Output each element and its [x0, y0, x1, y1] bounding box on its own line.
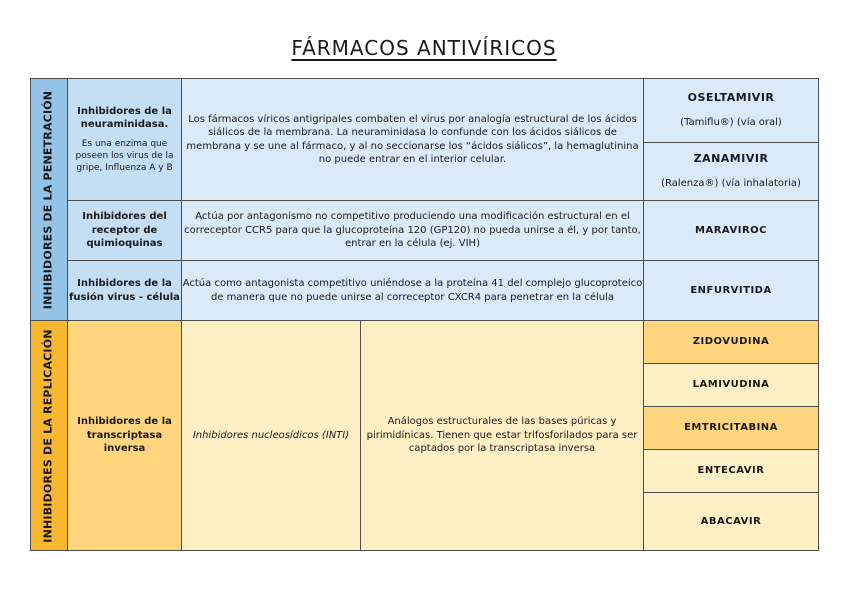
group-cell-transcriptasa: Inhibidores de la transcriptasa inversa [68, 321, 182, 551]
table-row [31, 201, 819, 261]
drug-brand: (Tamiflu®) (vía oral) [680, 117, 782, 129]
drug-cell-emtricitabina: EMTRICITABINA [644, 407, 819, 450]
drug-cell-enfurvitida: ENFURVITIDA [644, 261, 819, 321]
drug-cell-zidovudina: ZIDOVUDINA [644, 321, 819, 364]
section-label-replicacion [31, 321, 68, 551]
description-cell: Los fármacos víricos antigripales combaten el virus por analogía estructural de los ácidos siálicos de la membrana. La neuraminidasa lo confunde con los ácidos siálicos de membrana y se une al fármaco, y al no seccionarse los “ácidos siálicos”, la hemaglutinina no puede entrar en el interior celular. [182, 79, 644, 201]
group-cell-fusion: Inhibidores de la fusión virus - célula [68, 261, 182, 321]
subgroup-cell-inti: Inhibidores nucleosídicos (INTI) [182, 321, 361, 551]
section-label-text: INHIBIDORES DE LA REPLICACIÓN [41, 328, 55, 543]
table-row [31, 79, 819, 143]
group-note: Es una enzima que poseen los virus de la gripe, Influenza A y B [75, 138, 174, 174]
description-cell: Análogos estructurales de las bases púricas y pirimidínicas. Tienen que estar trifosforilados para ser captados por la transcriptasa inversa [361, 321, 644, 551]
section-label-penetracion [31, 79, 68, 321]
drug-cell-lamivudina: LAMIVUDINA [644, 364, 819, 407]
drug-cell-oseltamivir [644, 79, 819, 143]
description-cell: Actúa por antagonismo no competitivo produciendo una modificación estructural en el correceptor CCR5 para que la glucoproteína 120 (GP120) no pueda unirse a él, y por tanto, entrar en la célula (ej. VIH) [182, 201, 644, 261]
drug-cell-entecavir: ENTECAVIR [644, 450, 819, 493]
drug-name: OSELTAMIVIR [687, 91, 775, 105]
antiviral-table [30, 78, 819, 551]
drug-brand: (Ralenza®) (vía inhalatoria) [661, 178, 801, 190]
drug-cell-abacavir: ABACAVIR [644, 493, 819, 551]
table-row [31, 261, 819, 321]
table-row [31, 321, 819, 364]
drug-cell-zanamivir [644, 143, 819, 201]
drug-cell-maraviroc: MARAVIROC [644, 201, 819, 261]
group-cell-neuraminidasa [68, 79, 182, 201]
drug-name: ZANAMIVIR [693, 152, 769, 166]
description-cell: Actúa como antagonista competitivo uniéndose a la proteína 41 del complejo glucoproteico de manera que no puede unirse al correceptor CXCR4 para penetrar en la célula [182, 261, 644, 321]
group-title: Inhibidores de la neuraminidasa. [77, 105, 172, 131]
group-cell-quimioquinas: Inhibidores del receptor de quimioquinas [68, 201, 182, 261]
section-label-text: INHIBIDORES DE LA PENETRACIÓN [41, 90, 55, 309]
page-title: FÁRMACOS ANTIVÍRICOS [291, 36, 557, 60]
